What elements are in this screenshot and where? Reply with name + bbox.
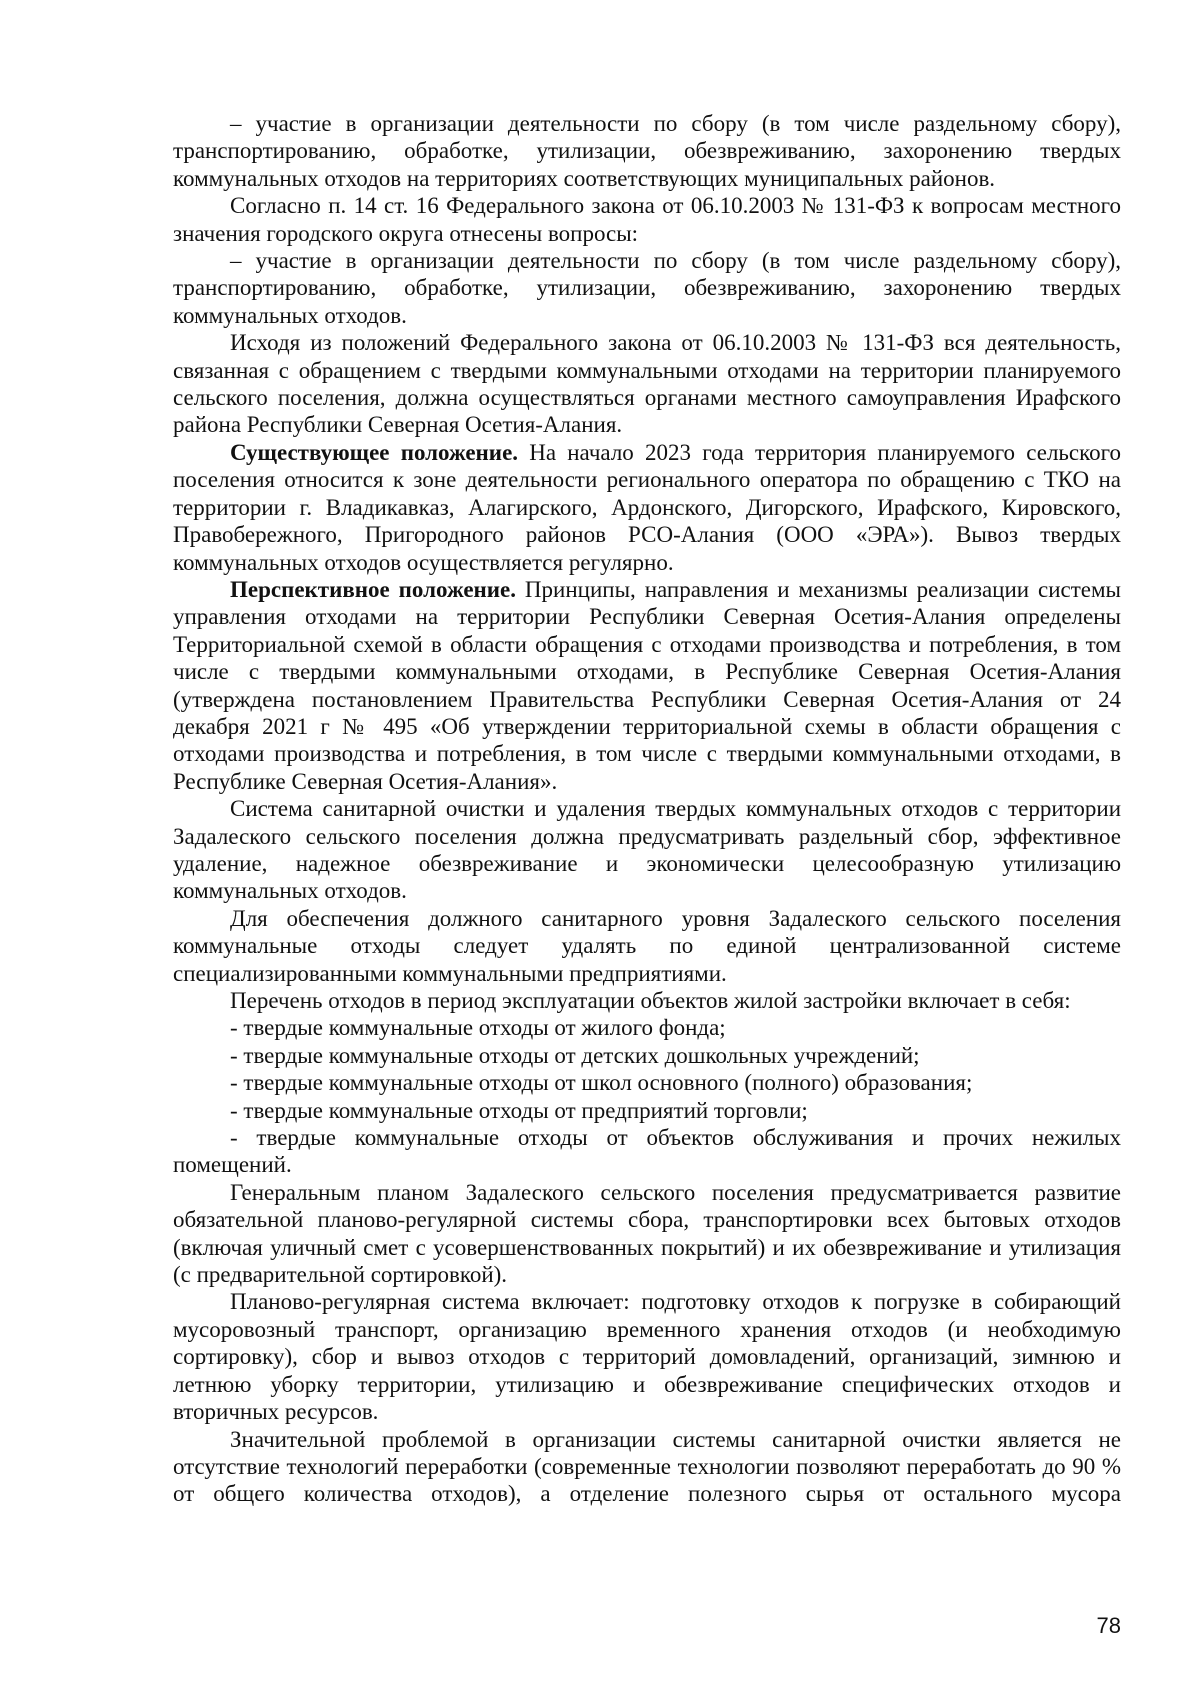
paragraph-8: Для обеспечения должного санитарного уровня Задалеского сельского поселения коммунальные отходы следует удалять по единой централизованной системе специализированными коммунальными предприятиями. — [173, 905, 1121, 986]
paragraph-16: Планово-регулярная система включает: подготовку отходов к погрузке в собирающий мусоровозный транспорт, организацию временного хранения отходов (и необходимую сортировку), сбор и вывоз отходов с территорий домовладений, организаций, зимнюю и летнюю уборку территории, утилизацию и обезвреживание специфических отходов и вторичных ресурсов. — [173, 1289, 1121, 1425]
paragraph-4: Исходя из положений Федерального закона от 06.10.2003 № 131-ФЗ вся деятельность, связанная с обращением с твердыми коммунальными отходами на территории планируемого сельского поселения, должна осуществляться органами местного самоуправления Ирафского района Республики Северная Осетия-Алания. — [173, 330, 1121, 438]
list-item-1: - твердые коммунальные отходы от жилого фонда; — [230, 1015, 726, 1041]
paragraph-15: Генеральным планом Задалеского сельского поселения предусматривается развитие обязательной планово-регулярной системы сбора, транспортировки всех бытовых отходов (включая уличный смет с усовершенствованных покрытий) и их обезвреживание и утилизация (с предварительной сортировкой). — [173, 1179, 1121, 1288]
paragraph-17: Значительной проблемой в организации системы санитарной очистки является не отсутствие технологий переработки (современные технологии позволяют переработать до 90 % от общего количества отходов), а отделение полезного сырья от остального мусора — [173, 1426, 1121, 1507]
list-item-4: - твердые коммунальные отходы от предприятий торговли; — [230, 1097, 808, 1123]
list-item-5: - твердые коммунальные отходы от объектов обслуживания и прочих нежилых помещений. — [173, 1125, 1121, 1178]
document-body — [173, 110, 1121, 1508]
paragraph-prospective-situation — [173, 576, 1121, 795]
page-number: 78 — [1096, 1613, 1121, 1638]
paragraph-5-text: На начало 2023 года территория планируемого сельского поселения относится к зоне деятельности регионального оператора по обращению с ТКО на территории г. Владикавказ, Алагирского, Ардонского, Дигорского, Ирафского, Кировского, Правобережного, Пригородного районов РСО-Алания (ООО «ЭРА»). Вывоз твердых коммунальных отходов осуществляется регулярно. — [173, 439, 1121, 575]
heading-existing-situation: Существующее положение. — [230, 439, 519, 465]
paragraph-2: Согласно п. 14 ст. 16 Федерального закона от 06.10.2003 № 131-ФЗ к вопросам местного значения городского округа отнесены вопросы: — [173, 193, 1121, 246]
paragraph-9: Перечень отходов в период эксплуатации объектов жилой застройки включает в себя: — [230, 988, 1071, 1013]
paragraph-3: – участие в организации деятельности по сбору (в том числе раздельному сбору), транспортированию, обработке, утилизации, обезвреживанию, захоронению твердых коммунальных отходов. — [173, 248, 1121, 328]
list-item-2: - твердые коммунальные отходы от детских дошкольных учреждений; — [230, 1042, 920, 1068]
paragraph-7: Система санитарной очистки и удаления твердых коммунальных отходов с территории Задалеского сельского поселения должна предусматривать раздельный сбор, эффективное удаление, надежное обезвреживание и экономически целесообразную утилизацию коммунальных отходов. — [173, 796, 1121, 904]
heading-prospective-situation: Перспективное положение. — [230, 576, 516, 602]
paragraph-1: – участие в организации деятельности по сбору (в том числе раздельному сбору), транспортированию, обработке, утилизации, обезвреживанию, захоронению твердых коммунальных отходов на территориях соответствующих муниципальных районов. — [173, 111, 1121, 191]
paragraph-6-text: Принципы, направления и механизмы реализации системы управления отходами на территории Республики Северная Осетия-Алания определены Территориальной схемой в области обращения с отходами производства и потребления, в том числе с твердыми коммунальными отходами, в Республике Северная Осетия-Алания (утверждена постановлением Правительства Республики Северная Осетия-Алания от 24 декабря 2021 г № 495 «Об утверждении территориальной схемы в области обращения с отходами производства и потребления, в том числе с твердыми коммунальными отходами, в Республике Северная Осетия-Алания». — [173, 576, 1122, 794]
paragraph-existing-situation — [173, 439, 1121, 576]
list-item-3: - твердые коммунальные отходы от школ основного (полного) образования; — [230, 1070, 973, 1096]
